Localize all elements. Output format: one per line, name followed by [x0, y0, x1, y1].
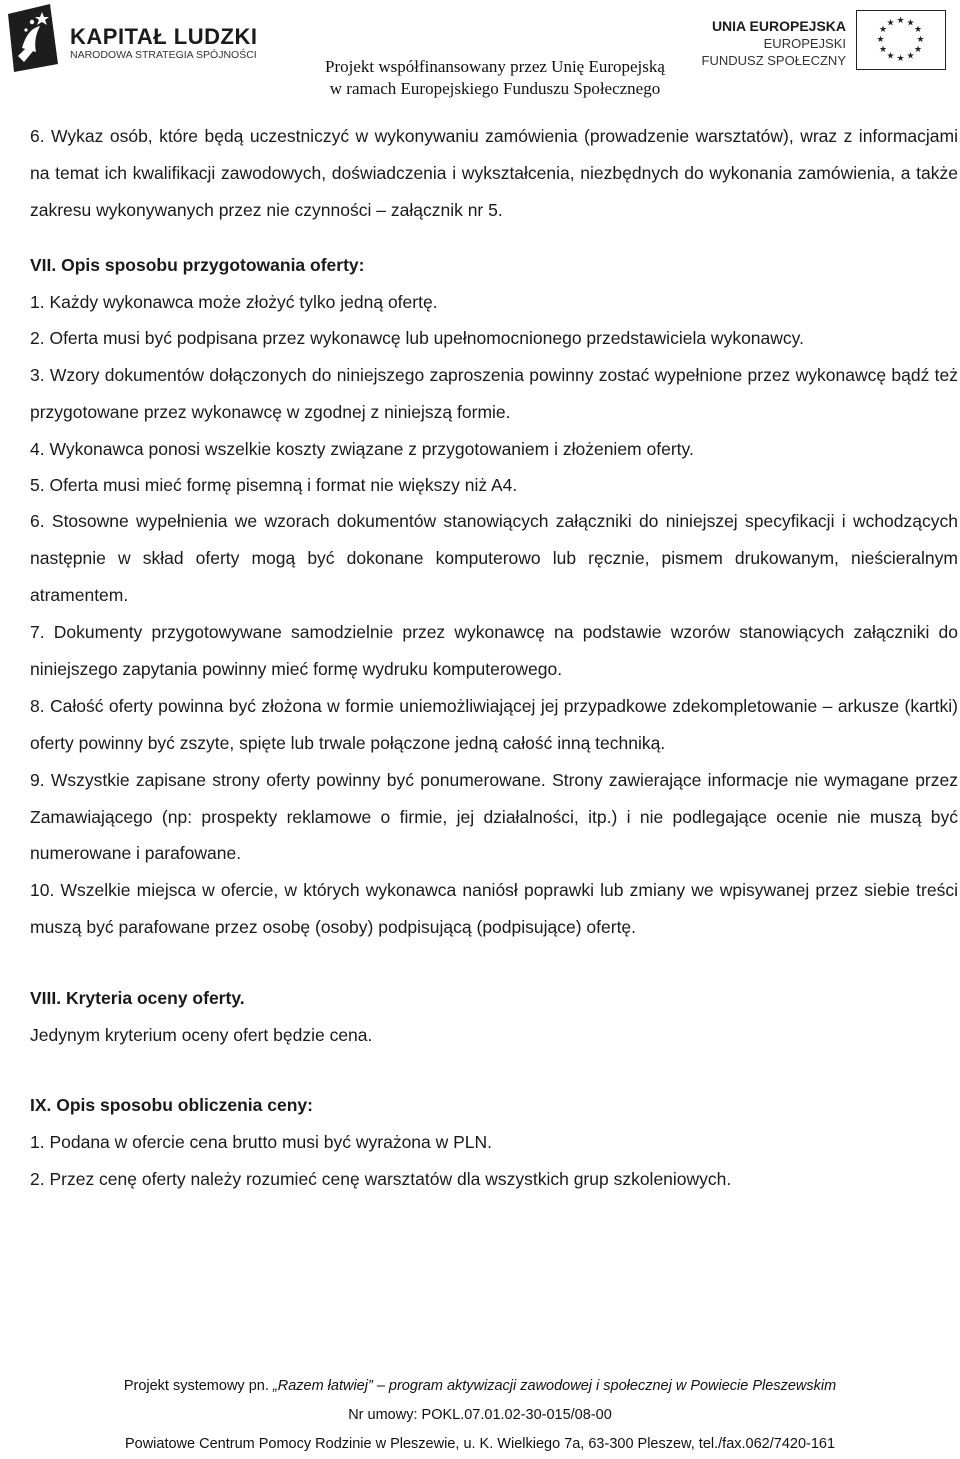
section-9-heading: IX. Opis sposobu obliczenia ceny: [30, 1094, 313, 1115]
section-9-item-2: 2. Przez cenę oferty należy rozumieć cenę warsztatów dla wszystkich grup szkoleniowych. [30, 1168, 732, 1189]
svg-text:★: ★ [878, 45, 888, 55]
section-7-item-6: 6. Stosowne wypełnienia we wzorach dokumentów stanowiących załączniki do niniejszej specyfikacji i wchodzących następnie w skład oferty mogą być dokonane komputerowo lub ręcznie, pismem drukowanym, nieścieralnym atramentem. [30, 511, 958, 605]
svg-text:★: ★ [886, 51, 895, 62]
section-7-item-7: 7. Dokumenty przygotowywane samodzielnie przez wykonawcę na podstawie wzorów stanowiących załączniki do niniejszego zapytania powinny mieć formę wydruku komputerowego. [30, 622, 958, 679]
section-7-item-5: 5. Oferta musi mieć formę pisemną i format nie większy niż A4. [30, 475, 518, 495]
header-cofinancing-note [0, 56, 960, 100]
section-7-item-3: 3. Wzory dokumentów dołączonych do niniejszego zaproszenia powinny zostać wypełnione przez wykonawcę bądź też przygotowane przez wykonawcę w zgodnej z niniejszą formie. [30, 365, 958, 422]
section-7-item-8: 8. Całość oferty powinna być złożona w formie uniemożliwiającej jej przypadkowe zdekompletowanie – arkusze (kartki) oferty powinny być zszyte, spięte lub trwale połączone jedną całość inną techniką. [30, 696, 958, 753]
footer-project-line [0, 1372, 960, 1401]
footer-contract-number: Nr umowy: POKL.07.01.02-30-015/08-00 [348, 1407, 612, 1423]
svg-text:★: ★ [916, 35, 925, 45]
svg-text:★: ★ [906, 51, 915, 62]
svg-text:★: ★ [913, 45, 923, 55]
page-footer [0, 1372, 960, 1459]
svg-text:★: ★ [896, 16, 905, 26]
svg-text:★: ★ [886, 18, 895, 29]
section-8-heading: VIII. Kryteria oceny oferty. [30, 987, 245, 1008]
svg-text:★: ★ [906, 18, 915, 29]
section-8-text: Jedynym kryterium oceny ofert będzie cena. [30, 1024, 373, 1045]
svg-text:★: ★ [913, 25, 923, 35]
ue-logo-line3: FUNDUSZ SPOŁECZNY [701, 53, 846, 68]
kapital-ludzki-title: KAPITAŁ LUDZKI [70, 24, 258, 49]
svg-text:★: ★ [878, 25, 888, 35]
header-line1: Projekt współfinansowany przez Unię Europejską [325, 57, 665, 76]
footer-project-prefix: Projekt systemowy pn. [123, 1378, 273, 1394]
page-header [0, 0, 960, 105]
header-line2: w ramach Europejskiego Funduszu Społecznego [329, 79, 661, 98]
section-9-item-1: 1. Podana w ofercie cena brutto musi być wyrażona w PLN. [30, 1131, 493, 1152]
ue-logo-line2: EUROPEJSKI [763, 36, 846, 51]
svg-text:★: ★ [876, 35, 885, 45]
footer-project-title: „Razem łatwiej” – program aktywizacji zawodowej i społecznej w Powiecie Pleszewskim [272, 1378, 837, 1394]
kapital-ludzki-subtitle: NARODOWA STRATEGIA SPÓJNOŚCI [70, 49, 257, 61]
svg-text:★: ★ [896, 54, 905, 64]
section-7-item-9: 9. Wszystkie zapisane strony oferty powinny być ponumerowane. Strony zawierające informacje nie wymagane przez Zamawiającego (np: prospekty reklamowe o firmie, jej działalności, itp.) i nie podlegające ocenie nie muszą być numerowane i parafowane. [30, 770, 958, 863]
section-7-item-4: 4. Wykonawca ponosi wszelkie koszty związane z przygotowaniem i złożeniem oferty. [30, 439, 694, 459]
section-7-heading: VII. Opis sposobu przygotowania oferty: [30, 255, 365, 275]
document-body [30, 118, 958, 1198]
ue-logo-line1: UNIA EUROPEJSKA [711, 18, 846, 34]
item-6-personnel-list: 6. Wykaz osób, które będą uczestniczyć w wykonywaniu zamówienia (prowadzenie warsztatów), wraz z informacjami na temat ich kwalifikacji zawodowych, doświadczenia i wykształcenia, niezbędnych do wykonania zamówienia, a także zakresu wykonywanych przez nie czynności – załącznik nr 5. [30, 126, 958, 220]
footer-address: Powiatowe Centrum Pomocy Rodzinie w Pleszewie, u. K. Wielkiego 7a, 63-300 Pleszew, tel./fax.062/7420-161 [124, 1436, 836, 1452]
section-7-item-10: 10. Wszelkie miejsca w ofercie, w których wykonawca naniósł poprawki lub zmiany we wpisywanej przez siebie treści muszą być parafowane przez osobę (osoby) podpisującą (podpisujące) ofertę. [30, 879, 958, 937]
section-7-item-1: 1. Każdy wykonawca może złożyć tylko jedną ofertę. [30, 292, 438, 312]
section-7-item-2: 2. Oferta musi być podpisana przez wykonawcę lub upełnomocnionego przedstawiciela wykonawcy. [30, 328, 804, 348]
